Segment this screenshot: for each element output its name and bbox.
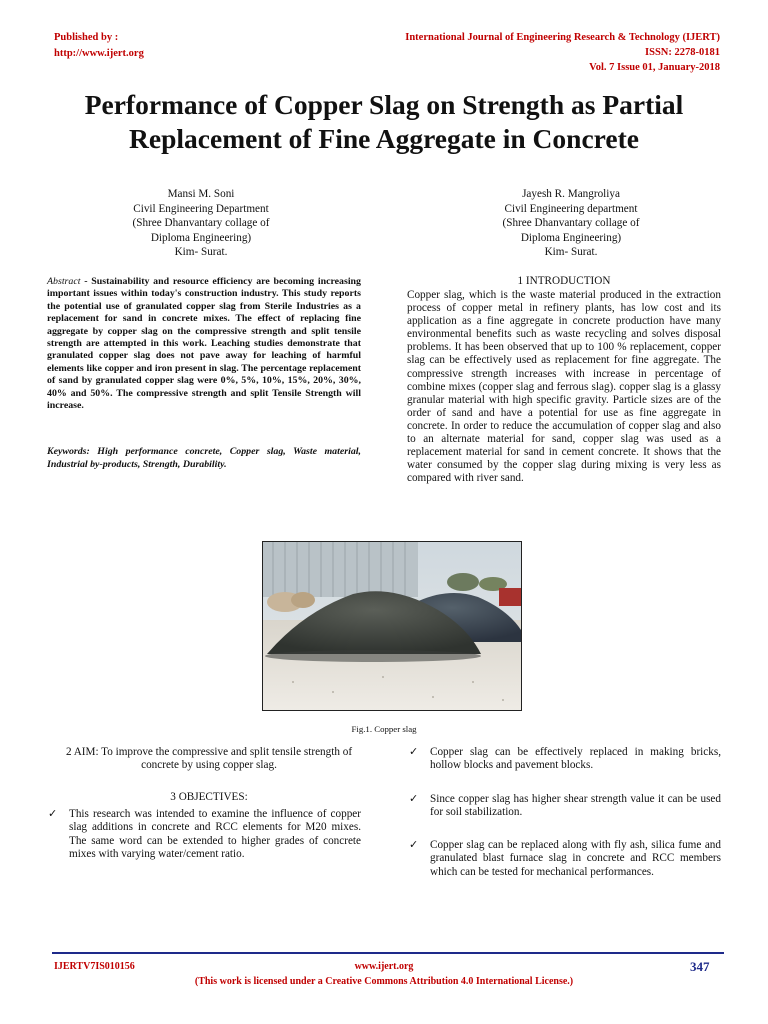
introduction-text: Copper slag, which is the waste material produced in the extraction process of copper metal in refinery plants, has low cost and its application as a fine aggregate in concrete production have many environmental benefits such as waste recycling and solves disposal problems. It has been observed that up to 100 % replacement, copper slag can be effectively used as replacement for fine aggregate. The compressive strength increases with increase in percentage of combine mixes (copper slag and ferrous slag). copper slag is a glassy granular material with high specific gravity. Particle sizes are of the order of sand and have a potential for use as fine aggregate in concrete. In order to reduce the accumulation of copper slag and also to an alternate material for sand, copper slag was used as a replacement material for sand in cement concrete. It shows that the water consumed by the copper slag during mixing is very less as compared with river sand. xyxy=(407,289,721,485)
author-dept: Civil Engineering Department xyxy=(133,202,269,215)
abstract xyxy=(47,276,361,412)
footer-paper-id: IJERTV7IS010156 xyxy=(54,961,135,972)
objective-bullet xyxy=(409,746,721,773)
author-institution-2: Diploma Engineering) xyxy=(150,231,252,244)
paper-title xyxy=(20,88,748,156)
keywords: Keywords: High performance concrete, Copper slag, Waste material, Industrial by-products, Strength, Durability. xyxy=(47,446,361,470)
objective-text: Since copper slag has higher shear strength value it can be used for soil stabilization. xyxy=(430,793,721,819)
footer-divider xyxy=(52,952,724,954)
figure-caption: Fig.1. Copper slag xyxy=(351,724,417,734)
abstract-label: Abstract xyxy=(47,276,81,287)
paper-title-line-1: Performance of Copper Slag on Strength as Partial xyxy=(84,89,684,120)
header-publisher xyxy=(54,30,144,62)
author-place: Kim- Surat. xyxy=(544,246,598,258)
journal-volume: Vol. 7 Issue 01, January-2018 xyxy=(589,62,720,73)
author-name: Jayesh R. Mangroliya xyxy=(522,188,620,200)
objective-text: This research was intended to examine the influence of copper slag additions in concrete and RCC elements for M20 mixes. The same word can be extended to higher grades of concrete mixes with varying water/cement ratio. xyxy=(69,808,361,861)
check-icon: ✓ xyxy=(48,808,58,820)
check-icon: ✓ xyxy=(409,839,419,851)
objective-bullet xyxy=(48,808,361,862)
objective-bullet xyxy=(409,793,721,820)
paper-title-line-2: Replacement of Fine Aggregate in Concrete xyxy=(129,123,639,154)
aim-statement: 2 AIM: To improve the compressive and split tensile strength of concrete by using copper slag. xyxy=(65,746,353,772)
author-dept: Civil Engineering department xyxy=(504,202,638,215)
author-block-2 xyxy=(456,187,686,260)
author-institution: (Shree Dhanvantary collage of xyxy=(132,217,270,229)
published-by-label: Published by : xyxy=(54,32,119,43)
footer-license: (This work is licensed under a Creative Commons Attribution 4.0 International License.) xyxy=(194,976,574,987)
journal-name: International Journal of Engineering Research & Technology (IJERT) xyxy=(405,32,720,43)
objective-text: Copper slag can be replaced along with fly ash, silica fume and granulated blast furnace slag in concrete and RCC members which can be tested for mechanical performances. xyxy=(430,839,721,878)
check-icon: ✓ xyxy=(409,746,419,758)
header-journal-info xyxy=(405,30,720,75)
author-name: Mansi M. Soni xyxy=(167,188,235,200)
author-place: Kim- Surat. xyxy=(174,246,228,258)
abstract-text: - Sustainability and resource efficiency are becoming increasing important issues within today's construction industry. This study reports the potential use of granulated copper slag from Sterile Industries as a replacement for sand in concrete mixes. The effect of replacing fine aggregate by copper slag on the compressive strength and split tensile strength are attempted in this work. Leaching studies demonstrate that granulated copper slag does not pave away for leaching of harmful elements like copper and iron present in slag. The percentage replacement of sand by granulated copper slag were 0%, 5%, 10%, 15%, 20%, 30%, 40% and 50%. The compressive strength and split Tensile Strength will increase. xyxy=(47,276,361,412)
objective-bullet xyxy=(409,839,721,879)
objective-text: Copper slag can be effectively replaced in making bricks, hollow blocks and pavement blocks. xyxy=(430,746,721,772)
check-icon: ✓ xyxy=(409,793,419,805)
copper-slag-photo-illustration xyxy=(263,542,522,711)
footer-site-link[interactable]: www.ijert.org xyxy=(354,961,414,972)
page-number: 347 xyxy=(690,959,710,974)
introduction-heading: 1 INTRODUCTION xyxy=(517,275,611,287)
journal-url-link[interactable]: http://www.ijert.org xyxy=(54,48,144,59)
author-block-1 xyxy=(86,187,316,260)
journal-issn: ISSN: 2278-0181 xyxy=(645,47,720,58)
author-institution-2: Diploma Engineering) xyxy=(520,231,622,244)
objectives-heading: 3 OBJECTIVES: xyxy=(170,791,248,803)
author-institution: (Shree Dhanvantary collage of xyxy=(502,217,640,229)
copper-slag-photo xyxy=(262,541,522,711)
